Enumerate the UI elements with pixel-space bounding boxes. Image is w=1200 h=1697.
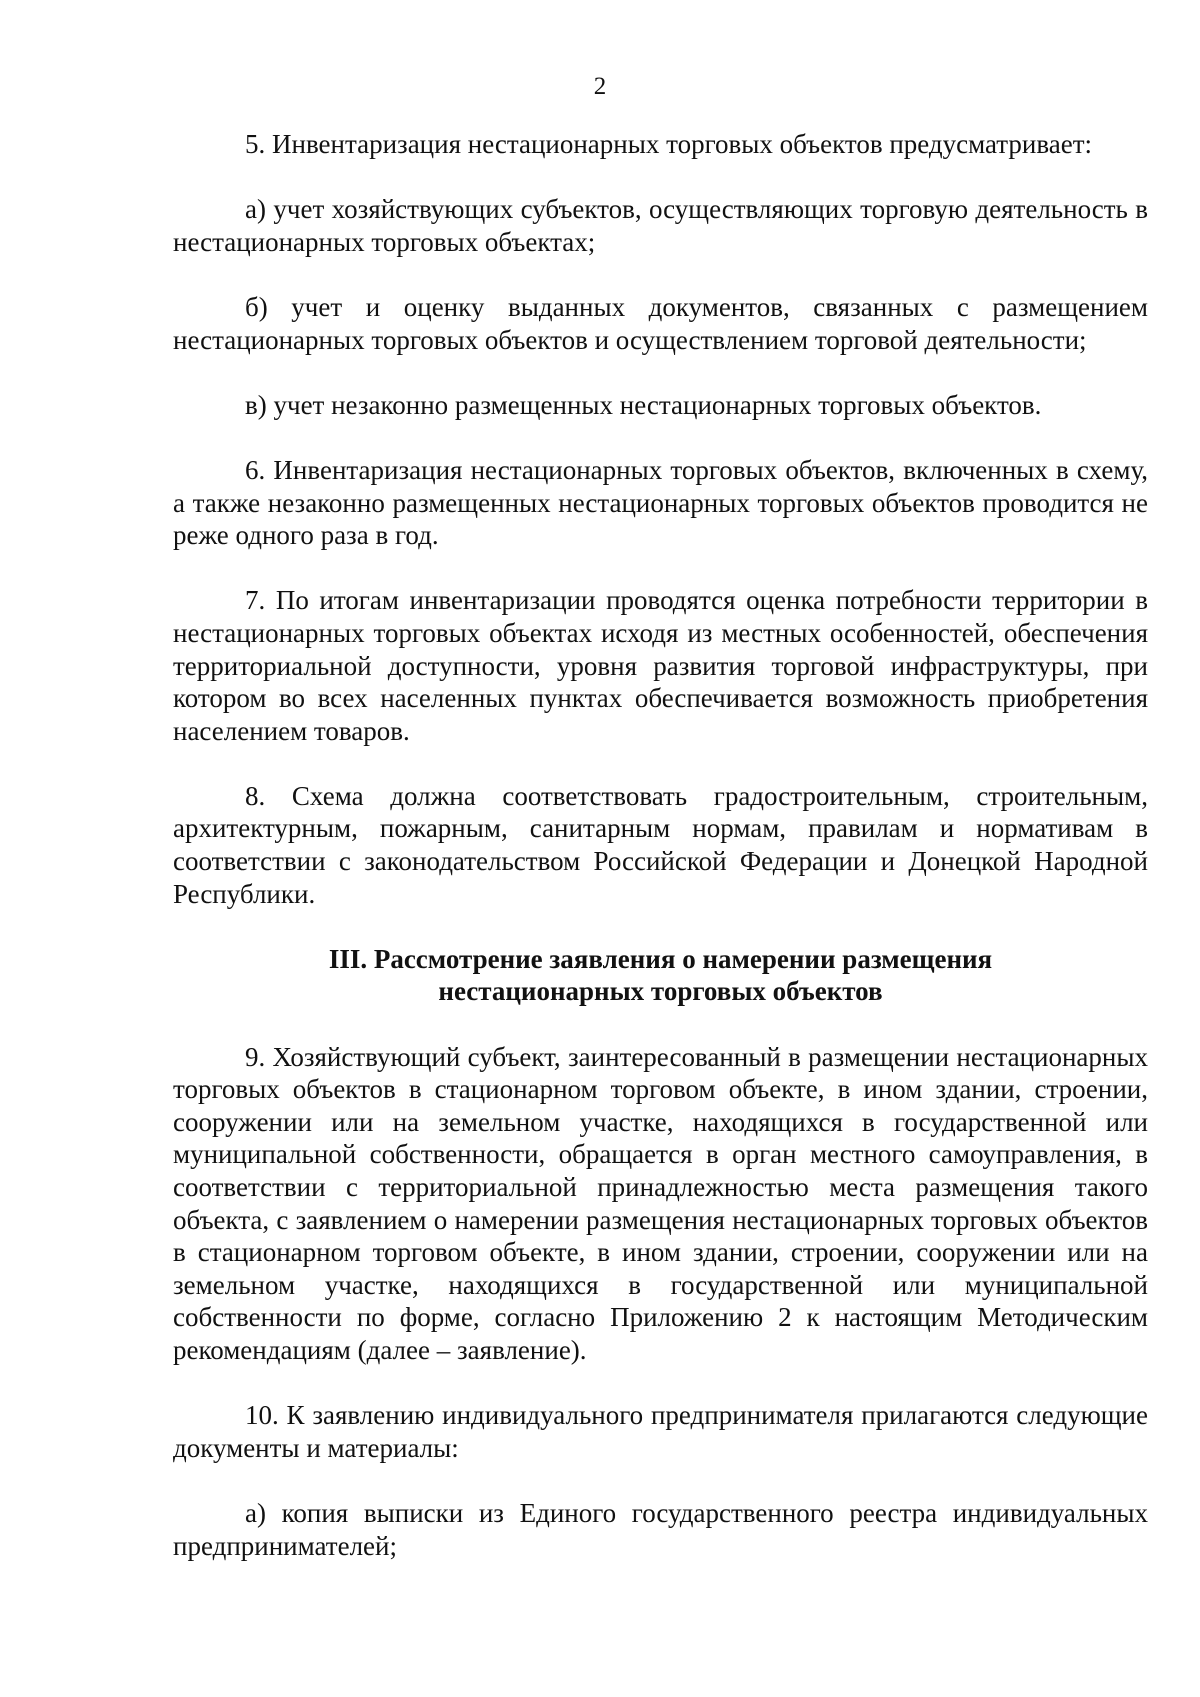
paragraph-5a: а) учет хозяйствующих субъектов, осуществляющих торговую деятельность в нестационарных торговых объектах; xyxy=(173,194,1148,257)
paragraph-8: 8. Схема должна соответствовать градостроительным, строительным, архитектурным, пожарным, санитарным нормам, правилам и нормативам в соответствии с законодательством Российской Федерации и Донецкой Народной Республики. xyxy=(173,780,1148,909)
paragraph-10: 10. К заявлению индивидуального предпринимателя прилагаются следующие документы и материалы: xyxy=(173,1400,1148,1463)
paragraph-9: 9. Хозяйствующий субъект, заинтересованный в размещении нестационарных торговых объектов в стационарном торговом объекте, в ином здании, строении, сооружении или на земельном участке, находящихся в государственной или муниципальной собственности, обращается в орган местного самоуправления, в соответствии с территориальной принадлежностью места размещения такого объекта, с заявлением о намерении размещения нестационарных торговых объектов в стационарном торговом объекте, в ином здании, строении, сооружении или на земельном участке, находящихся в государственной или муниципальной собственности по форме, согласно Приложению 2 к настоящим Методическим рекомендациям (далее – заявление). xyxy=(173,1041,1148,1365)
section-heading-line-2: нестационарных торговых объектов xyxy=(438,976,883,1007)
page-number: 2 xyxy=(593,73,607,100)
paragraph-7: 7. По итогам инвентаризации проводятся оценка потребности территории в нестационарных торговых объектах исходя из местных особенностей, обеспечения территориальной доступности, уровня развития торговой инфраструктуры, при котором во всех населенных пунктах обеспечивается возможность приобретения населением товаров. xyxy=(173,585,1148,746)
paragraph-10a: а) копия выписки из Единого государственного реестра индивидуальных предпринимателей; xyxy=(173,1497,1148,1561)
section-heading-line-1: III. Рассмотрение заявления о намерении размещения xyxy=(328,943,993,974)
document-body xyxy=(173,128,1148,1562)
paragraph-5b: б) учет и оценку выданных документов, связанных с размещением нестационарных торговых объектов и осуществлением торговой деятельности; xyxy=(173,291,1148,355)
paragraph-6: 6. Инвентаризация нестационарных торговых объектов, включенных в схему, а также незаконно размещенных нестационарных торговых объектов проводится не реже одного раза в год. xyxy=(173,454,1148,551)
paragraph-5: 5. Инвентаризация нестационарных торговых объектов предусматривает: xyxy=(245,129,1093,159)
section-heading xyxy=(173,943,1148,1008)
paragraph-5v: в) учет незаконно размещенных нестационарных торговых объектов. xyxy=(245,389,1042,420)
